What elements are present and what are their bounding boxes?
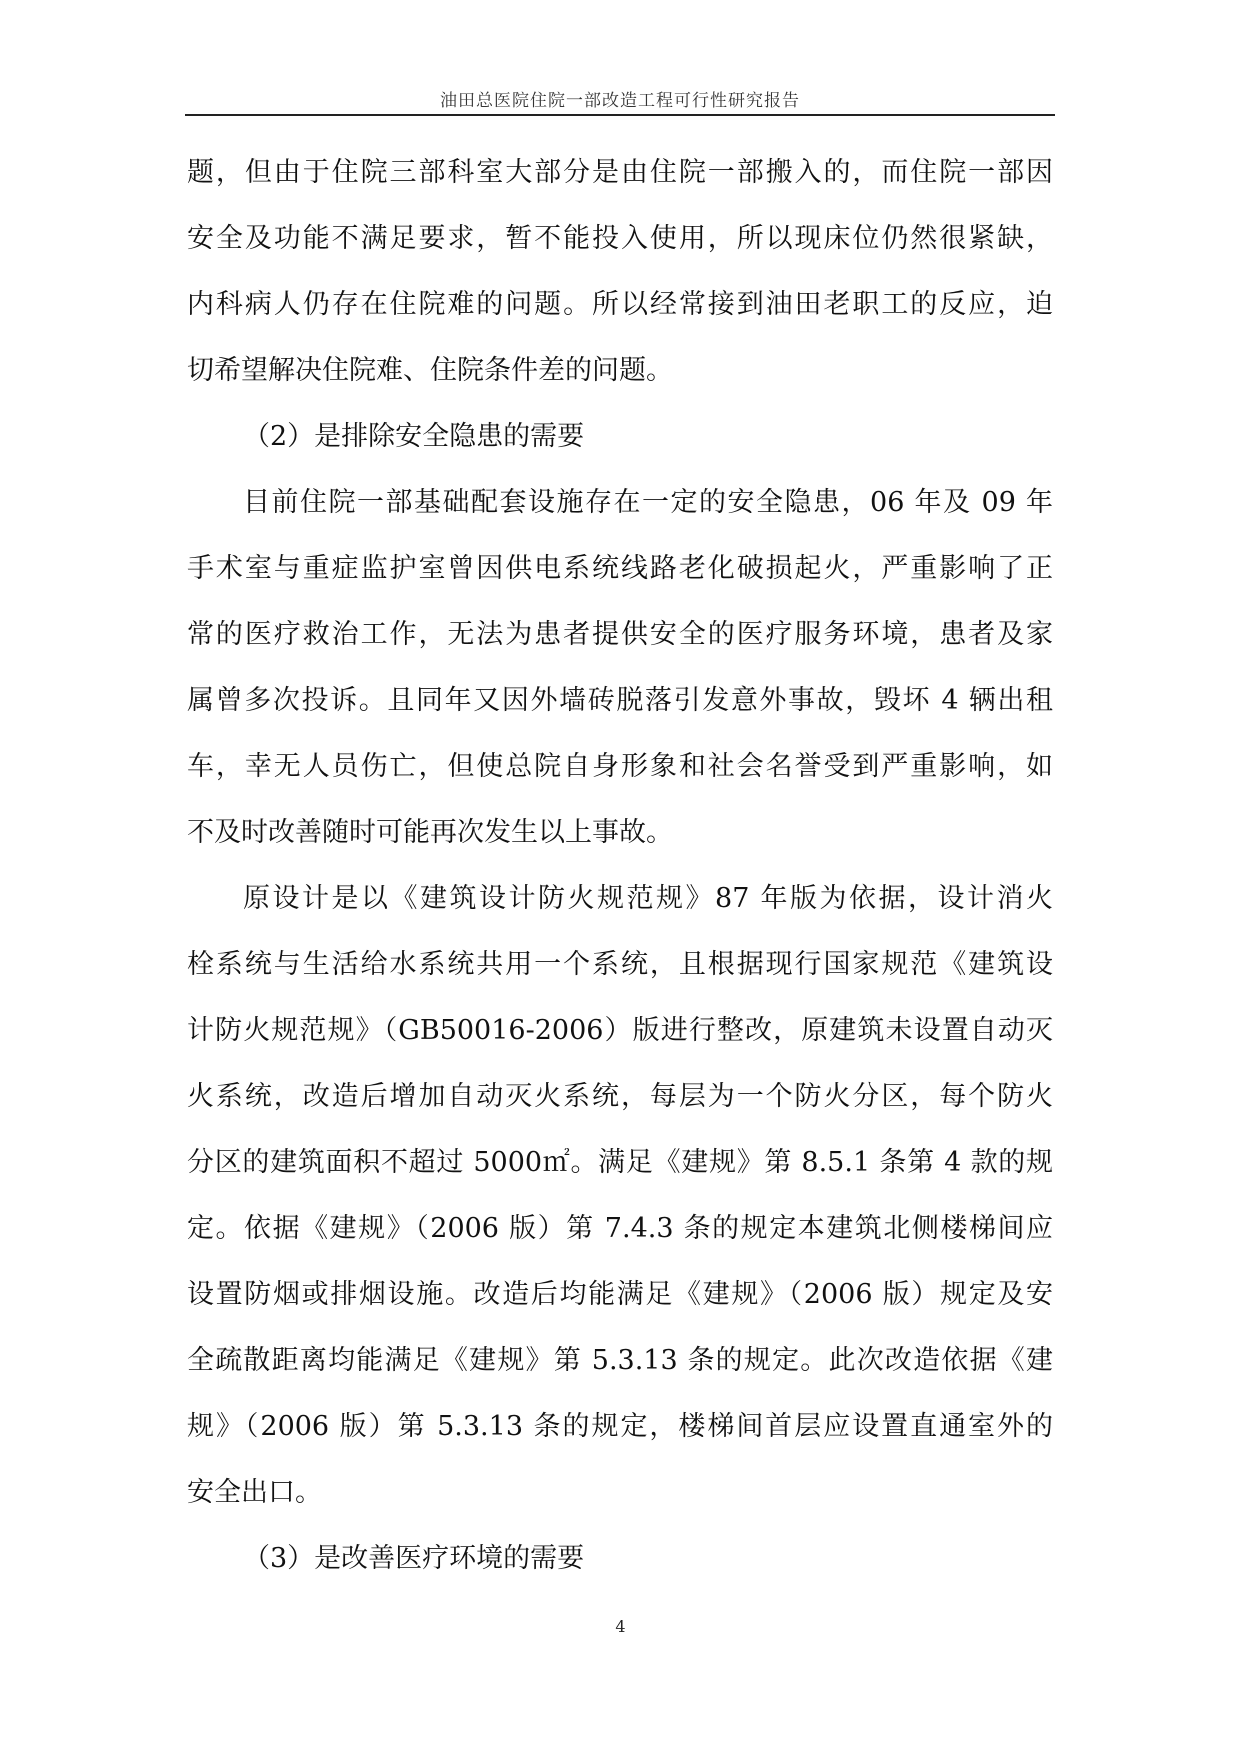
text-line: 栓系统与生活给水系统共用一个系统，且根据现行国家规范《建筑设 (187, 949, 1053, 980)
text-line: 常的医疗救治工作，无法为患者提供安全的医疗服务环境，患者及家 (187, 619, 1053, 650)
text-line: 安全及功能不满足要求，暂不能投入使用，所以现床位仍然很紧缺， (187, 223, 1053, 254)
text-line: 计防火规范规》（GB50016-2006）版进行整改，原建筑未设置自动灭 (187, 1015, 1053, 1046)
text-line: 不及时改善随时可能再次发生以上事故。 (187, 817, 673, 848)
page-number: 4 (615, 1617, 626, 1636)
text-line: 火系统，改造后增加自动灭火系统，每层为一个防火分区，每个防火 (187, 1081, 1053, 1112)
section-heading: （3）是改善医疗环境的需要 (243, 1543, 585, 1574)
header-divider (185, 114, 1055, 116)
paragraph-first-line: 原设计是以《建筑设计防火规范规》87 年版为依据，设计消火 (243, 883, 1053, 914)
text-line: 规》（2006 版）第 5.3.13 条的规定，楼梯间首层应设置直通室外的 (187, 1411, 1053, 1442)
text-line: 手术室与重症监护室曾因供电系统线路老化破损起火，严重影响了正 (187, 553, 1053, 584)
text-line: 题，但由于住院三部科室大部分是由住院一部搬入的，而住院一部因 (187, 157, 1053, 188)
text-line: 分区的建筑面积不超过 5000㎡。满足《建规》第 8.5.1 条第 4 款的规 (187, 1147, 1053, 1178)
section-heading: （2）是排除安全隐患的需要 (243, 421, 585, 452)
page-header-title: 油田总医院住院一部改造工程可行性研究报告 (440, 91, 800, 111)
text-line: 设置防烟或排烟设施。改造后均能满足《建规》（2006 版）规定及安 (187, 1279, 1053, 1310)
text-line: 全疏散距离均能满足《建规》第 5.3.13 条的规定。此次改造依据《建 (187, 1345, 1053, 1376)
text-line: 内科病人仍存在住院难的问题。所以经常接到油田老职工的反应，迫 (187, 289, 1053, 320)
document-body (187, 140, 1053, 1592)
text-line: 定。依据《建规》（2006 版）第 7.4.3 条的规定本建筑北侧楼梯间应 (187, 1213, 1053, 1244)
text-line: 属曾多次投诉。且同年又因外墙砖脱落引发意外事故，毁坏 4 辆出租 (187, 685, 1053, 716)
text-line: 切希望解决住院难、住院条件差的问题。 (187, 355, 673, 386)
paragraph-first-line: 目前住院一部基础配套设施存在一定的安全隐患，06 年及 09 年 (243, 487, 1053, 518)
text-line: 车，幸无人员伤亡，但使总院自身形象和社会名誉受到严重影响，如 (187, 751, 1053, 782)
text-line: 安全出口。 (187, 1477, 322, 1508)
